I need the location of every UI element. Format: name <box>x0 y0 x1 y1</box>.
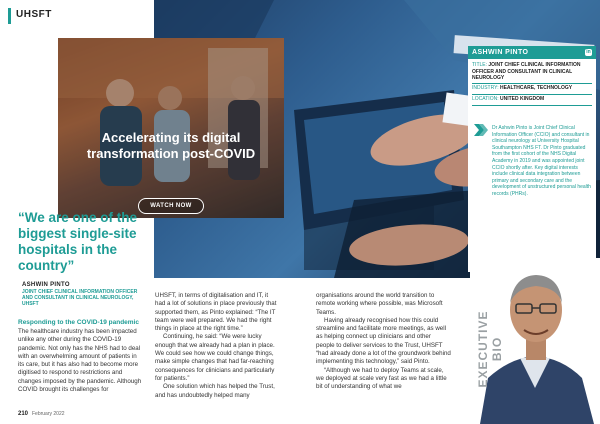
video-thumbnail[interactable] <box>58 38 284 218</box>
article-paragraph: organisations around the world transition to remote working where possible, was Microsoft Teams. <box>316 292 443 316</box>
issue-date: February 2022 <box>32 411 65 417</box>
pull-quote: “We are one of the biggest single-site hospitals in the country” <box>18 210 138 273</box>
profile-title-label: TITLE: <box>472 62 488 68</box>
brand-title: UHSFT <box>16 9 52 20</box>
article-paragraph: The healthcare industry has been impacted unlike any other during the COVID-19 pandemic. Not only has the NHS had to deal with an overwhelming amount of patients in its care, but it has also had to become more digitised to respond to restrictions and changes imposed by the pandemic. Although COVID brought its challenges for <box>18 328 142 394</box>
profile-title-value: JOINT CHIEF CLINICAL INFORMATION OFFICER AND CONSULTANT IN CLINICAL NEUROLOGY <box>472 62 581 81</box>
linkedin-icon[interactable]: in <box>586 49 591 55</box>
profile-location-value: UNITED KINGDOM <box>499 96 545 102</box>
profile-title <box>472 62 592 82</box>
profile-bio: Dr Ashwin Pinto is Joint Chief Clinical Information Officer (CCIO) and consultant in clinical neurology at University Hospital Southampton NHS FT. Dr Pinto graduated from the first cohort of the NHS Digital Academy in 2019 and was appointed joint CCIO shortly after. Key digital interests include clinical data integration between primary and secondary care and the development of unstructured personal health records (PHRs). <box>492 125 591 197</box>
section-heading: Responding to the COVID-19 pandemic <box>18 319 139 326</box>
watch-now-button[interactable]: WATCH NOW <box>138 198 204 214</box>
executive-profile-box <box>468 46 596 272</box>
profile-industry-value: HEALTHCARE, TECHNOLOGY <box>499 85 573 91</box>
page-number: 210 <box>18 411 29 417</box>
profile-industry <box>472 85 592 92</box>
profile-location <box>472 96 592 103</box>
article-paragraph: “Although we had to deploy Teams at scale, we deployed at scale very fast as we had a little bit of understanding of what we <box>316 366 447 391</box>
video-overlay <box>58 38 284 218</box>
article-column-1 <box>18 328 143 394</box>
profile-divider <box>472 105 592 106</box>
executive-bio-label: EXECUTIVE BIO <box>476 310 504 388</box>
article-column-3 <box>316 292 451 392</box>
article-paragraph: One solution which has helped the Trust, and has undoubtedly helped many <box>155 383 275 399</box>
article-column-2 <box>155 292 280 400</box>
quote-author-name: ASHWIN PINTO <box>22 282 70 288</box>
quote-author-role: JOINT CHIEF CLINICAL INFORMATION OFFICER AND CONSULTANT IN CLINICAL NEUROLOGY, UHSFT <box>22 289 138 307</box>
double-chevron-icon <box>474 124 488 136</box>
profile-industry-label: INDUSTRY: <box>472 85 499 91</box>
brand-accent-bar <box>8 8 11 24</box>
profile-divider <box>472 94 592 95</box>
profile-name: ASHWIN PINTO <box>472 49 529 56</box>
article-paragraph: Having already recognised how this could streamline and facilitate more meetings, as well as helping connect up clinicians and other people to deliver services to the Trust, UHSFT “had already done a lot of the groundwork behind implementing this technology,” said Pinto. <box>316 316 451 366</box>
video-title: Accelerating its digital transformation post-COVID <box>86 130 256 161</box>
profile-divider <box>472 83 592 84</box>
profile-location-label: LOCATION: <box>472 96 499 102</box>
article-paragraph: Continuing, he said: “We were lucky enough that we already had a plan in place. We could see how we could change things, make simple changes that had far-reaching consequences for clinicians and particularly for patients.” <box>155 333 275 382</box>
article-paragraph: UHSFT, in terms of digitalisation and IT, it had a lot of solutions in place previously that supported them, as Pinto explained: “The IT team were well prepared. We had the right things in place at the right time.” <box>155 292 277 333</box>
